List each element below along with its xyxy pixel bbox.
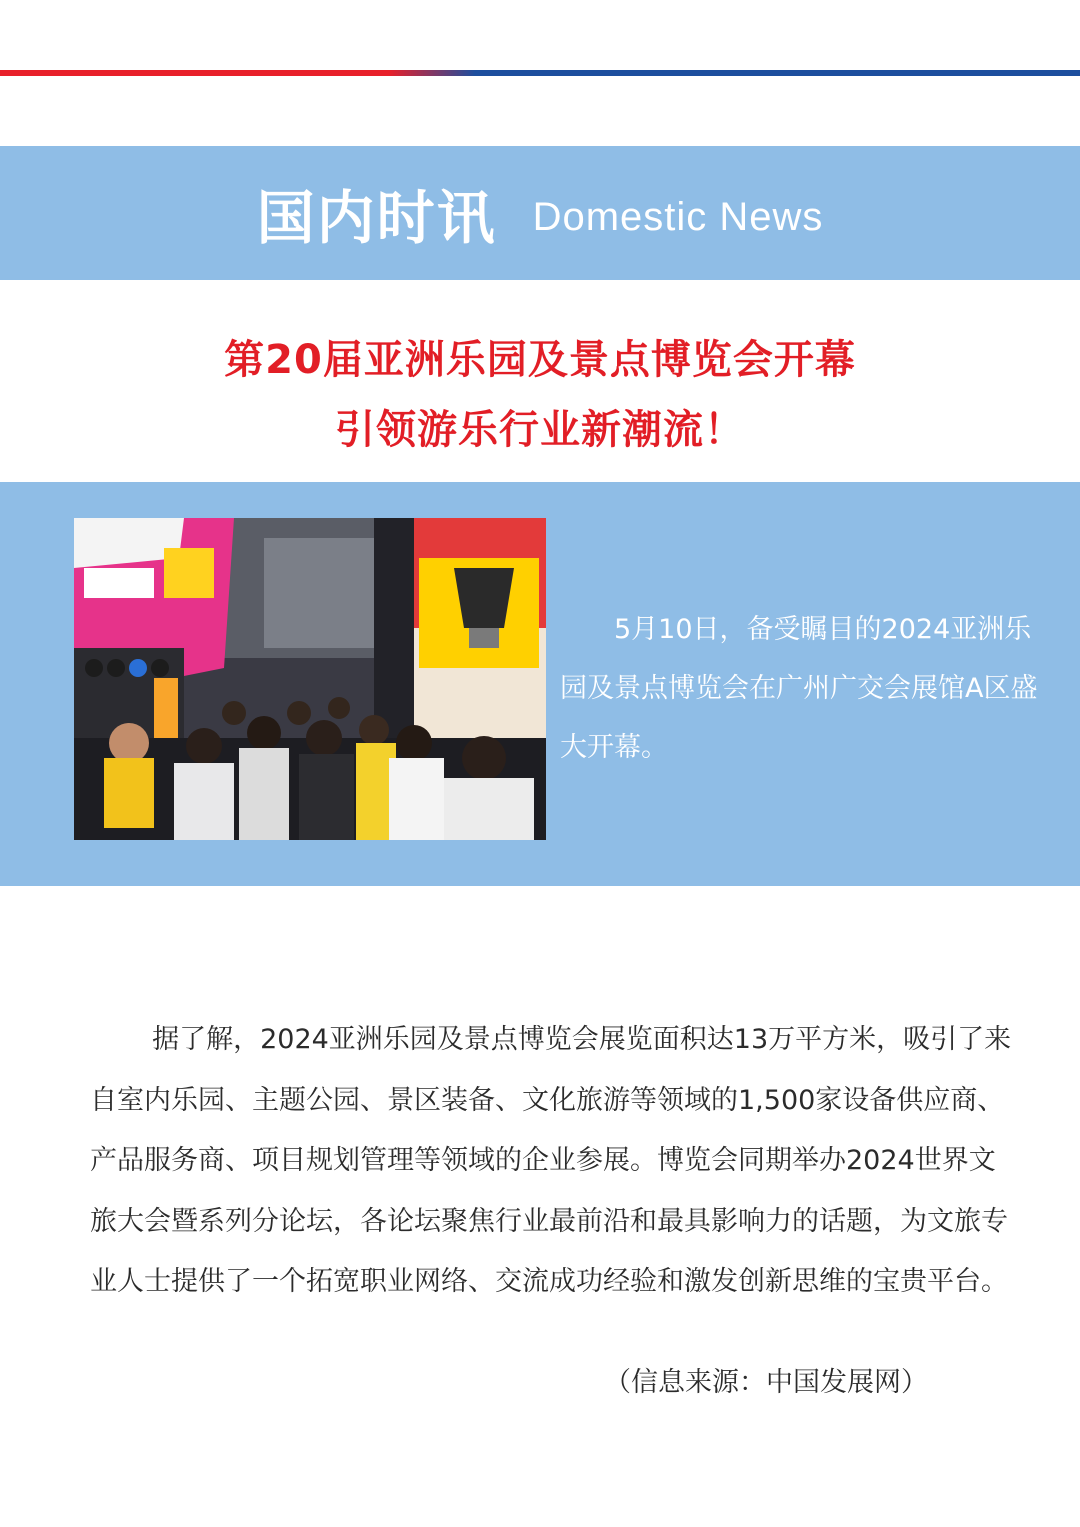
feature-panel [0,482,1080,886]
section-banner [0,146,1080,280]
section-title-en: Domestic News [532,194,824,239]
section-title-cn: 国内时讯 [256,184,497,252]
source-credit: （信息来源：中国发展网） [604,1367,928,1398]
expo-crowd-photo [74,518,546,840]
article-body: 据了解，2024亚洲乐园及景点博览会展览面积达13万平方米，吸引了来自室内乐园、主题公园、景区装备、文化旅游等领域的1,500家设备供应商、产品服务商、项目规划管理等领域的企业参展。博览会同期举办2024世界文旅大会暨系列分论坛，各论坛聚焦行业最前沿和最具影响力的话题，为文旅专业人士提供了一个拓宽职业网络、交流成功经验和激发创新思维的宝贵平台。 [90,1024,1012,1297]
headline-line-1: 第20届亚洲乐园及景点博览会开幕 [224,337,856,383]
top-divider-rule [0,70,1080,76]
feature-caption: 5月10日，备受瞩目的2024亚洲乐园及景点博览会在广州广交会展馆A区盛大开幕。 [560,614,1038,763]
headline-line-2: 引领游乐行业新潮流！ [335,407,745,453]
